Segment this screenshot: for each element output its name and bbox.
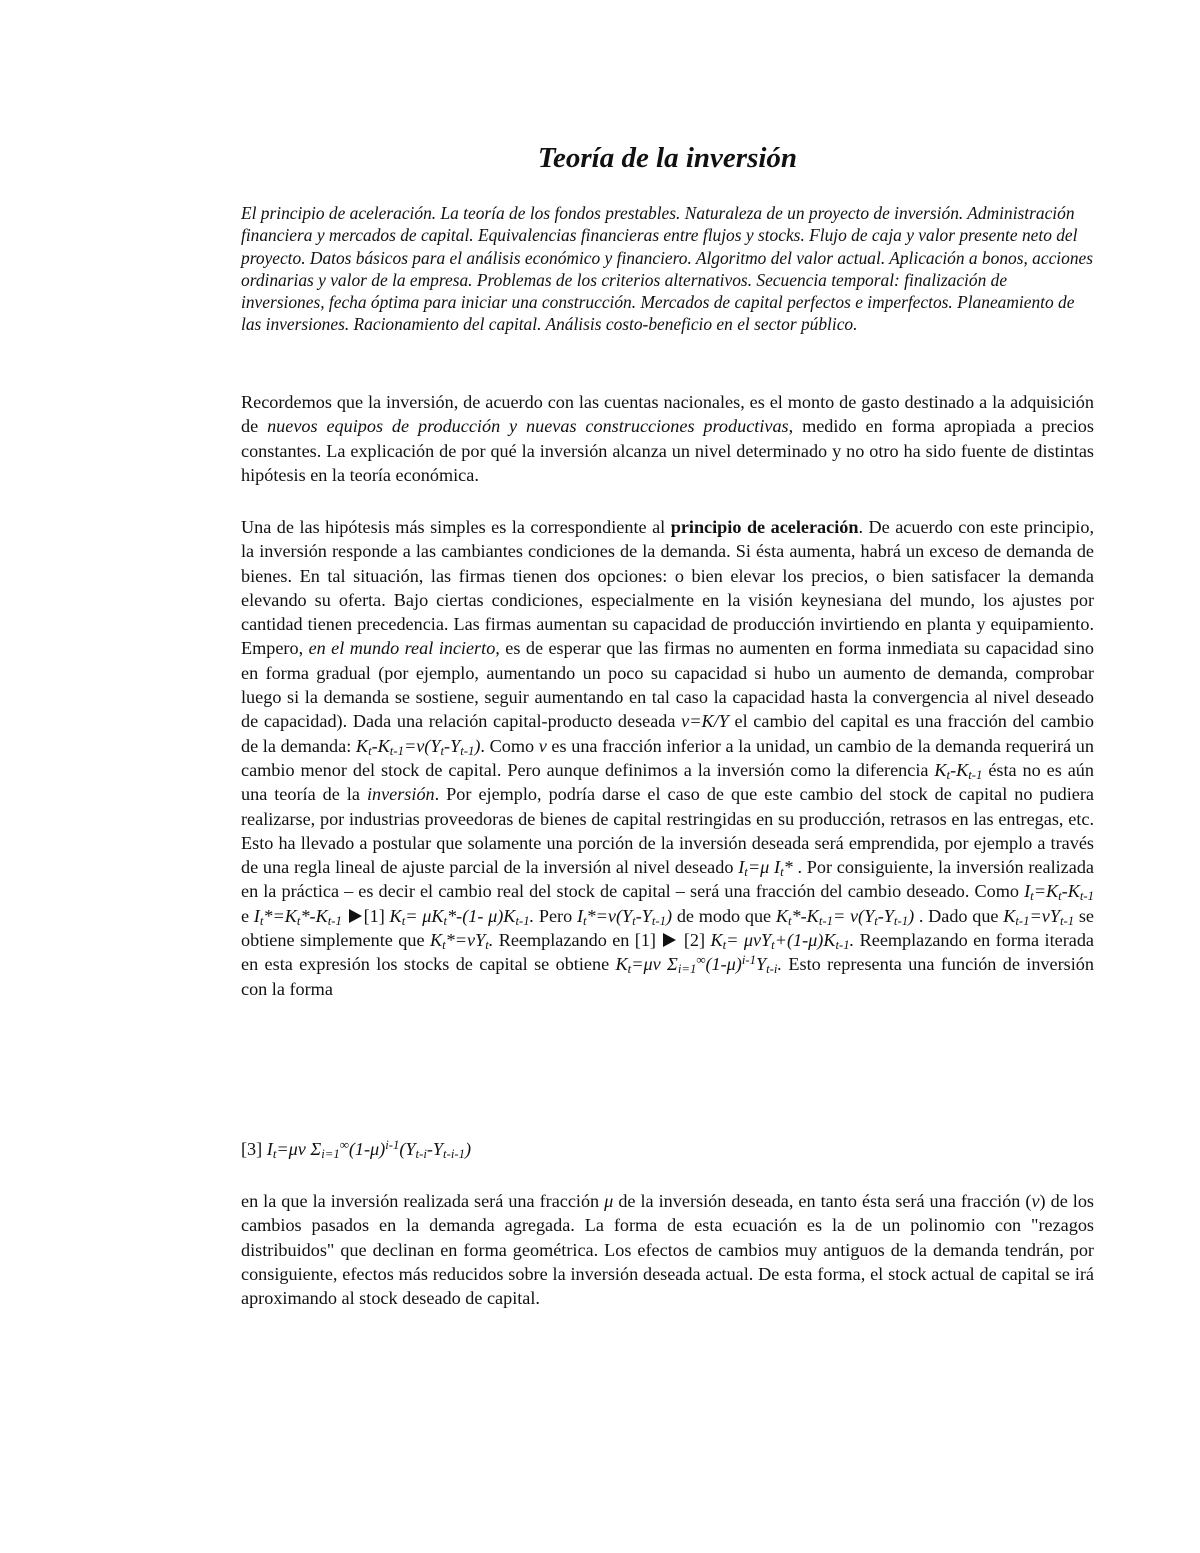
text-run: . Por ejemplo, podría darse el caso de que este cambio del stock de capital no pudiera realizarse, por industrias proveedoras de bienes de capital restringidas en su producción, retrasos en las entregas, etc. Esto ha llevado a postular que solamente una porción de la inversión deseada será emprendida, por ejemplo a través de una regla lineal de ajuste parcial de la inversión al nivel deseado (241, 784, 1094, 878)
text-run: se obtiene simplemente que (241, 905, 1095, 951)
paragraph-acceleration (241, 515, 1094, 1001)
text-run: [1] (363, 905, 390, 926)
formula: $I_t=\mu\nu$ $\Sigma_{i=1}^\infty(1-\mu)^{i-1}(Y_{t-i}-Y_{t-i-1})$ (266, 1138, 472, 1161)
formula: v=K/Y (681, 711, 729, 732)
text-run: Una de las hipótesis más simples es la correspondiente al (241, 517, 671, 537)
text-run: de modo que (672, 905, 776, 926)
text-run: e (241, 905, 254, 926)
paragraph-distributed-lags (241, 1189, 1094, 1310)
formula: ν (538, 735, 547, 756)
formula: $K_t-K_{t-1}$ (934, 759, 983, 782)
arrow-triangle-icon (349, 909, 362, 923)
text-run: de la inversión deseada, en tanto ésta será una fracción ( (613, 1191, 1032, 1211)
formula: $K_t= \mu\nu Y_t+(1-\mu)K_{t-1}$. (710, 930, 855, 953)
arrow-triangle-icon (663, 933, 676, 947)
formula: $K_t=\mu\nu$ $\Sigma_{i=1}^\infty(1-\mu)^{i-1}Y_{t-i}$. (615, 953, 783, 977)
emphasis-text: en el mundo real incierto, (308, 638, 500, 659)
text-run: . Como (480, 735, 539, 756)
text-run: ésta no es aún una teoría de la (241, 759, 1094, 805)
paragraph-intro (241, 390, 1094, 487)
equation-3 (241, 1137, 1094, 1161)
text-run: es una fracción inferior a la unidad, un cambio de la demanda requerirá un cambio menor del stock de capital. Pero aunque definimos a la inversión como la diferencia (241, 735, 1094, 780)
text-run: en la que la inversión realizada será una fracción (241, 1191, 605, 1211)
text-run: Reemplazando en forma iterada en esta expresión los stocks de capital se obtiene (241, 930, 1094, 975)
text-run: . Dado que (914, 905, 1004, 926)
formula: μ (604, 1191, 614, 1211)
formula: $K_t*=\nu Y_t$. (429, 930, 494, 953)
text-run: [2] (678, 930, 711, 951)
formula: $I_t=K_t-K_{t-1}$ (1024, 881, 1094, 904)
formula: $K_{t-1}=\nu Y_{t-1}$ (1003, 905, 1075, 928)
equation-label: [3] (241, 1139, 263, 1159)
formula: $I_t*=K_t*-K_{t-1}$ (253, 905, 342, 928)
text-run: el cambio del capital es una fracción del cambio de la demanda: (241, 711, 1094, 756)
text-run: Reemplazando en [1] (493, 930, 662, 951)
bold-term: principio de aceleración (670, 517, 859, 537)
text-run: , medido en forma apropiada a precios constantes. La explicación de por qué la inversión alcanza un nivel determinado y no otro ha sido fuente de distintas hipótesis en la teoría económica. (241, 416, 1094, 485)
document-title: Teoría de la inversión (537, 142, 798, 174)
formula: $I_t=\mu$ $I_t*$ (738, 857, 793, 880)
text-run: . Por consiguiente, la inversión realizada en la práctica – es decir el cambio real del stock de capital – será una fracción del cambio deseado. Como (241, 857, 1094, 902)
text-run: ) de los cambios pasados en la demanda agregada. La forma de esta ecuación es la de un polinomio con "rezagos distribuidos" que declinan en forma geométrica. Los efectos de cambios muy antiguos de la demanda tendrán, por consiguiente, efectos más reducidos sobre la inversión deseada actual. De esta forma, el stock actual de capital se irá aproximando al stock deseado de capital. (241, 1191, 1094, 1309)
formula: $K_t= \mu K_t*-(1-$ $\mu)K_{t-1}$. (389, 905, 535, 928)
formula: $I_t*=\nu(Y_t-Y_{t-1})$ (576, 905, 673, 928)
text-run: . De acuerdo con este principio, la inversión responde a las cambiantes condiciones de la demanda. Si ésta aumenta, habrá un exceso de demanda de bienes. En tal situación, las firmas tienen dos opciones: o bien elevar los precios, o bien satisfacer la demanda elevando su oferta. Bajo ciertas condiciones, especialmente en la visión keynesiana del mundo, los ajustes por cantidad tienen precedencia. Las firmas aumentan su capacidad de producción invirtiendo en planta y equipamiento. Empero, (241, 517, 1095, 659)
text-run: Pero (534, 905, 577, 926)
text-run: Esto representa una función de inversión con la forma (241, 954, 1094, 999)
formula: $K_t-K_{t-1}=\nu(Y_t-Y_{t-1})$ (355, 735, 481, 758)
emphasis-text: nuevos equipos de producción y nuevas construcciones productivas (267, 416, 789, 437)
text-run: Recordemos que la inversión, de acuerdo con las cuentas nacionales, es el monto de gasto destinado a la adquisición de (241, 392, 1094, 437)
formula: $K_t*-K_{t-1}= \nu(Y_t-Y_{t-1})$ (775, 905, 915, 928)
topics-summary: El principio de aceleración. La teoría de los fondos prestables. Naturaleza de un proyecto de inversión. Administración financiera y mercados de capital. Equivalencias financieras entre flujos y stocks. Flujo de caja y valor presente neto del proyecto. Datos básicos para el análisis económico y financiero. Algoritmo del valor actual. Aplicación a bonos, acciones ordinarias y valor de la empresa. Problemas de los criterios alternativos. Secuencia temporal: finalización de inversiones, fecha óptima para iniciar una construcción. Mercados de capital perfectos e imperfectos. Planeamiento de las inversiones. Racionamiento del capital. Análisis costo-beneficio en el sector público. (241, 203, 1094, 335)
text-run: es de esperar que las firmas no aumenten en forma inmediata su capacidad sino en forma gradual (por ejemplo, aumentando un poco su capacidad si hubo un aumento de demanda, comprobar luego si la demanda se sostiene, seguir aumentando en tal caso la capacidad hasta la convergencia al nivel deseado de capacidad). Dada una relación capital-producto deseada (241, 638, 1095, 732)
formula: ν (1031, 1191, 1040, 1211)
emphasis-text: inversión (366, 784, 435, 805)
